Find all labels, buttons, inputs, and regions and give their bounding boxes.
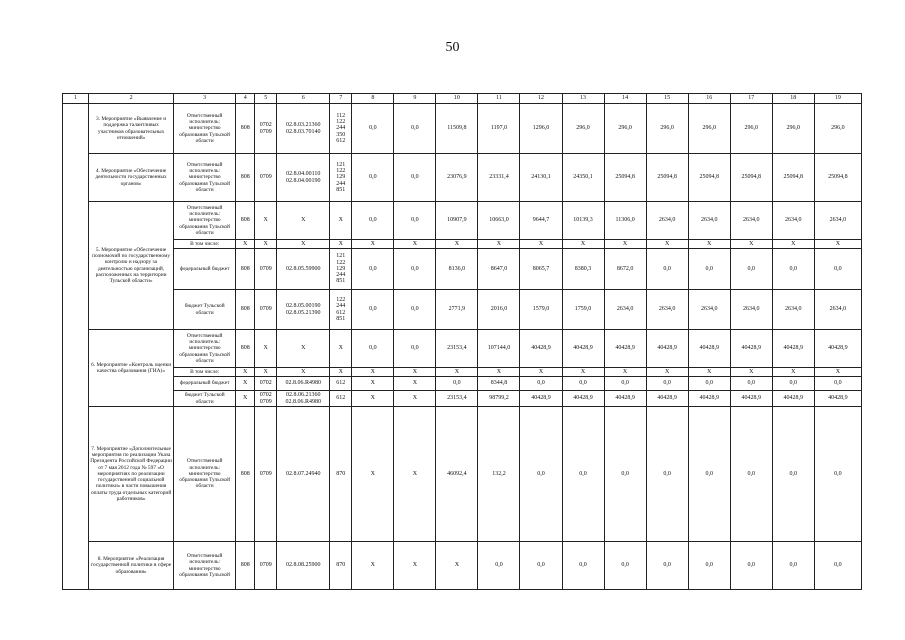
cell: 0,0: [730, 542, 772, 590]
executor: бюджет Тульской области: [174, 290, 236, 330]
cell: 8672,0: [604, 249, 646, 290]
cell: X: [562, 240, 604, 249]
cell: 296,0: [646, 104, 688, 154]
cell: 02.8.04.00110 02.8.04.00190: [277, 154, 330, 202]
cell: 808: [236, 104, 255, 154]
cell: X: [236, 391, 255, 407]
cell: X: [255, 202, 277, 240]
cell: 0,0: [814, 377, 861, 391]
cell: 8065,7: [520, 249, 562, 290]
table-row: [63, 377, 862, 391]
cell: 121 122 129 244 851: [330, 154, 352, 202]
cell: 0,0: [352, 154, 394, 202]
cell: X: [352, 368, 394, 377]
cell: X: [478, 368, 520, 377]
cell: 612: [330, 391, 352, 407]
executor: Ответственный исполнитель: министерство образования Тульской: [174, 542, 236, 590]
cell: 0,0: [772, 249, 814, 290]
cell: 23153,4: [436, 330, 478, 368]
cell: X: [520, 240, 562, 249]
header-cell: 8: [352, 94, 394, 104]
cell: 40428,9: [688, 330, 730, 368]
cell: X: [814, 368, 861, 377]
cell: 0,0: [814, 542, 861, 590]
cell: X: [478, 240, 520, 249]
header-cell: 15: [646, 94, 688, 104]
cell: 0,0: [772, 542, 814, 590]
cell: 40428,9: [520, 391, 562, 407]
cell: X: [520, 368, 562, 377]
cell: X: [562, 368, 604, 377]
cell: 296,0: [730, 104, 772, 154]
cell: 0,0: [730, 407, 772, 542]
cell: 0709: [255, 154, 277, 202]
executor: Ответственный исполнитель: министерство образования Тульской области: [174, 407, 236, 542]
cell: X: [277, 368, 330, 377]
cell: X: [730, 240, 772, 249]
cell: X: [436, 542, 478, 590]
cell: X: [394, 407, 436, 542]
cell: X: [236, 377, 255, 391]
executor: Ответственный исполнитель: министерство образования Тульской области: [174, 104, 236, 154]
cell: 0709: [255, 407, 277, 542]
table-row: [63, 202, 862, 240]
cell: 612: [330, 377, 352, 391]
cell: 2634,0: [604, 290, 646, 330]
cell: 0,0: [814, 407, 861, 542]
cell: 122 244 612 851: [330, 290, 352, 330]
cell: 02.8.05.00190 02.8.05.21390: [277, 290, 330, 330]
cell: 2634,0: [730, 202, 772, 240]
table-row: [63, 249, 862, 290]
cell: X: [772, 368, 814, 377]
cell: 2634,0: [646, 290, 688, 330]
cell: 0,0: [394, 290, 436, 330]
cell: 0,0: [394, 104, 436, 154]
measure-name: 8. Мероприятие «Реализация государственной политики в сфере образования»: [89, 542, 174, 590]
header-cell: 6: [277, 94, 330, 104]
cell: 0,0: [814, 249, 861, 290]
cell: 40428,9: [772, 391, 814, 407]
table-row: [63, 407, 862, 542]
header-cell: 4: [236, 94, 255, 104]
cell: 40428,9: [730, 391, 772, 407]
cell: 107144,0: [478, 330, 520, 368]
executor: В том числе:: [174, 240, 236, 249]
cell: 808: [236, 407, 255, 542]
cell: X: [772, 240, 814, 249]
cell: 0,0: [562, 377, 604, 391]
cell: 8380,3: [562, 249, 604, 290]
cell: 0,0: [520, 542, 562, 590]
cell: 0,0: [604, 407, 646, 542]
cell: X: [330, 368, 352, 377]
cell: 40428,9: [814, 330, 861, 368]
cell: 296,0: [688, 104, 730, 154]
cell: 808: [236, 330, 255, 368]
cell: 0709: [255, 290, 277, 330]
cell: X: [330, 202, 352, 240]
cell: X: [277, 330, 330, 368]
cell: 2634,0: [688, 202, 730, 240]
cell: 0,0: [646, 542, 688, 590]
cell: 0,0: [562, 407, 604, 542]
table-row: [63, 368, 862, 377]
cell: 0,0: [730, 377, 772, 391]
cell: 2634,0: [814, 202, 861, 240]
cell: 0,0: [688, 377, 730, 391]
cell: 2634,0: [814, 290, 861, 330]
cell: 0,0: [688, 542, 730, 590]
cell: 24350,1: [562, 154, 604, 202]
cell: 98799,2: [478, 391, 520, 407]
cell: X: [646, 368, 688, 377]
cell: 24130,1: [520, 154, 562, 202]
cell: X: [688, 368, 730, 377]
cell: 0,0: [520, 377, 562, 391]
cell: 1197,0: [478, 104, 520, 154]
cell: 0,0: [604, 377, 646, 391]
cell: 0,0: [478, 542, 520, 590]
header-cell: 9: [394, 94, 436, 104]
cell: 132,2: [478, 407, 520, 542]
table-row: [63, 542, 862, 590]
header-cell: 16: [688, 94, 730, 104]
cell: X: [730, 368, 772, 377]
cell: 23153,4: [436, 391, 478, 407]
cell: 0,0: [562, 542, 604, 590]
cell: 02.8.06.R4980: [277, 377, 330, 391]
executor: федеральный бюджет: [174, 249, 236, 290]
cell: 2634,0: [772, 202, 814, 240]
cell: 2634,0: [688, 290, 730, 330]
cell: 296,0: [814, 104, 861, 154]
cell: 40428,9: [562, 391, 604, 407]
cell: X: [394, 542, 436, 590]
cell: X: [394, 377, 436, 391]
cell: 40428,9: [688, 391, 730, 407]
cell: 1759,0: [562, 290, 604, 330]
cell: 0,0: [772, 407, 814, 542]
cell: 296,0: [562, 104, 604, 154]
budget-table: [62, 93, 862, 590]
cell: 296,0: [772, 104, 814, 154]
cell: 1579,0: [520, 290, 562, 330]
table-row: [63, 330, 862, 368]
cell: 0,0: [730, 249, 772, 290]
cell: X: [394, 240, 436, 249]
header-cell: 5: [255, 94, 277, 104]
cell: 02.8.06.21360 02.8.06.R4980: [277, 391, 330, 407]
cell: 2771,9: [436, 290, 478, 330]
header-cell: 18: [772, 94, 814, 104]
cell: X: [352, 240, 394, 249]
header-cell: 7: [330, 94, 352, 104]
header-cell: 11: [478, 94, 520, 104]
executor: Ответственный исполнитель: министерство образования Тульской области: [174, 202, 236, 240]
cell: 40428,9: [772, 330, 814, 368]
executor: Ответственный исполнитель: министерство образования Тульской области: [174, 154, 236, 202]
cell: 8136,0: [436, 249, 478, 290]
cell: X: [352, 391, 394, 407]
measure-name: 3. Мероприятие «Выявление и поддержка талантливых участников образовательных отношений»: [89, 104, 174, 154]
cell: 23331,4: [478, 154, 520, 202]
cell: 8647,0: [478, 249, 520, 290]
cell: 40428,9: [730, 330, 772, 368]
page-number: 50: [445, 40, 460, 55]
cell: 296,0: [604, 104, 646, 154]
cell: X: [330, 240, 352, 249]
cell: X: [255, 368, 277, 377]
cell: 40428,9: [604, 330, 646, 368]
cell: 0709: [255, 249, 277, 290]
cell: 10663,0: [478, 202, 520, 240]
cell: 25094,8: [646, 154, 688, 202]
cell: X: [236, 240, 255, 249]
cell: 02.8.03.21360 02.8.03.70140: [277, 104, 330, 154]
table-row: [63, 154, 862, 202]
cell: 808: [236, 154, 255, 202]
cell: 0,0: [436, 377, 478, 391]
cell: 25094,8: [814, 154, 861, 202]
cell: X: [255, 330, 277, 368]
cell: 2634,0: [730, 290, 772, 330]
table-row: [63, 290, 862, 330]
cell: 870: [330, 407, 352, 542]
cell: 0709: [255, 542, 277, 590]
cell: 121 122 129 244 851: [330, 249, 352, 290]
cell: 0,0: [394, 154, 436, 202]
cell: 40428,9: [562, 330, 604, 368]
cell: 0,0: [394, 330, 436, 368]
cell: 11306,0: [604, 202, 646, 240]
cell: 0702: [255, 377, 277, 391]
cell: X: [352, 542, 394, 590]
cell: X: [352, 377, 394, 391]
cell: X: [352, 407, 394, 542]
table-row: [63, 391, 862, 407]
cell: 2634,0: [646, 202, 688, 240]
measure-name: 7. Мероприятие «Дополнительные мероприятия по реализации Указа Президента Российской Федерации от 7 мая 2012 года № 597 «О мероприятиях по реализации государственной социальной политики» в части повышения оплаты труда отдельных категорий работников»: [89, 407, 174, 542]
cell: 25094,8: [604, 154, 646, 202]
cell: 0,0: [688, 249, 730, 290]
cell: 1296,0: [520, 104, 562, 154]
cell: 10139,3: [562, 202, 604, 240]
executor: Ответственный исполнитель: министерство образования Тульской области: [174, 330, 236, 368]
cell: X: [277, 202, 330, 240]
cell: X: [394, 368, 436, 377]
header-cell: 1: [63, 94, 89, 104]
cell: 0,0: [646, 407, 688, 542]
cell: X: [330, 330, 352, 368]
executor: бюджет Тульской области: [174, 391, 236, 407]
cell: 0,0: [394, 202, 436, 240]
header-cell: 17: [730, 94, 772, 104]
cell: X: [604, 240, 646, 249]
cell: X: [604, 368, 646, 377]
cell: 0,0: [352, 330, 394, 368]
cell: 808: [236, 542, 255, 590]
cell: 0702 0709: [255, 104, 277, 154]
cell: 0,0: [352, 290, 394, 330]
cell: 40428,9: [520, 330, 562, 368]
cell: 0,0: [772, 377, 814, 391]
header-cell: 3: [174, 94, 236, 104]
header-row: [63, 94, 862, 104]
cell: 25094,8: [730, 154, 772, 202]
header-cell: 12: [520, 94, 562, 104]
cell: X: [646, 240, 688, 249]
header-cell: 14: [604, 94, 646, 104]
cell: 2634,0: [772, 290, 814, 330]
cell: 9644,7: [520, 202, 562, 240]
cell: 02.8.08.25900: [277, 542, 330, 590]
cell: 808: [236, 249, 255, 290]
cell: 8344,8: [478, 377, 520, 391]
cell: 2016,0: [478, 290, 520, 330]
header-cell: 2: [89, 94, 174, 104]
cell: 10907,9: [436, 202, 478, 240]
table-row: [63, 240, 862, 249]
cell: X: [394, 391, 436, 407]
cell: 23076,9: [436, 154, 478, 202]
header-cell: 10: [436, 94, 478, 104]
cell: 40428,9: [604, 391, 646, 407]
cell: 808: [236, 290, 255, 330]
measure-name: 5. Мероприятие «Обеспечение полномочий по государственному контролю и надзору за деятельностью организаций, расположенных на территории Тульской области»: [89, 202, 174, 330]
cell: 40428,9: [646, 391, 688, 407]
header-cell: 19: [814, 94, 861, 104]
cell: 112 122 244 350 612: [330, 104, 352, 154]
cell: X: [277, 240, 330, 249]
cell: 0,0: [352, 104, 394, 154]
cell: 0,0: [646, 249, 688, 290]
cell: 0,0: [394, 249, 436, 290]
cell: 40428,9: [646, 330, 688, 368]
executor: федеральный бюджет: [174, 377, 236, 391]
cell: 0702 0709: [255, 391, 277, 407]
cell: X: [436, 240, 478, 249]
measure-name: 4. Мероприятие «Обеспечение деятельности государственных органов»: [89, 154, 174, 202]
cell: X: [236, 368, 255, 377]
table-row: [63, 104, 862, 154]
cell: 0,0: [604, 542, 646, 590]
cell: 25094,8: [688, 154, 730, 202]
cell: X: [688, 240, 730, 249]
cell: 0,0: [520, 407, 562, 542]
cell: 0,0: [688, 407, 730, 542]
cell: X: [436, 368, 478, 377]
column-1-blank: [63, 104, 89, 590]
cell: 808: [236, 202, 255, 240]
cell: 40428,9: [814, 391, 861, 407]
cell: 46092,4: [436, 407, 478, 542]
header-cell: 13: [562, 94, 604, 104]
cell: 0,0: [352, 249, 394, 290]
cell: 870: [330, 542, 352, 590]
cell: 02.8.05.59900: [277, 249, 330, 290]
cell: 0,0: [646, 377, 688, 391]
executor: В том числе:: [174, 368, 236, 377]
measure-name: 6. Мероприятие «Контроль оценки качества образования (ГИА)»: [89, 330, 174, 407]
cell: 02.8.07.24940: [277, 407, 330, 542]
cell: 0,0: [352, 202, 394, 240]
cell: 11509,8: [436, 104, 478, 154]
cell: 25094,8: [772, 154, 814, 202]
cell: X: [255, 240, 277, 249]
cell: X: [814, 240, 861, 249]
